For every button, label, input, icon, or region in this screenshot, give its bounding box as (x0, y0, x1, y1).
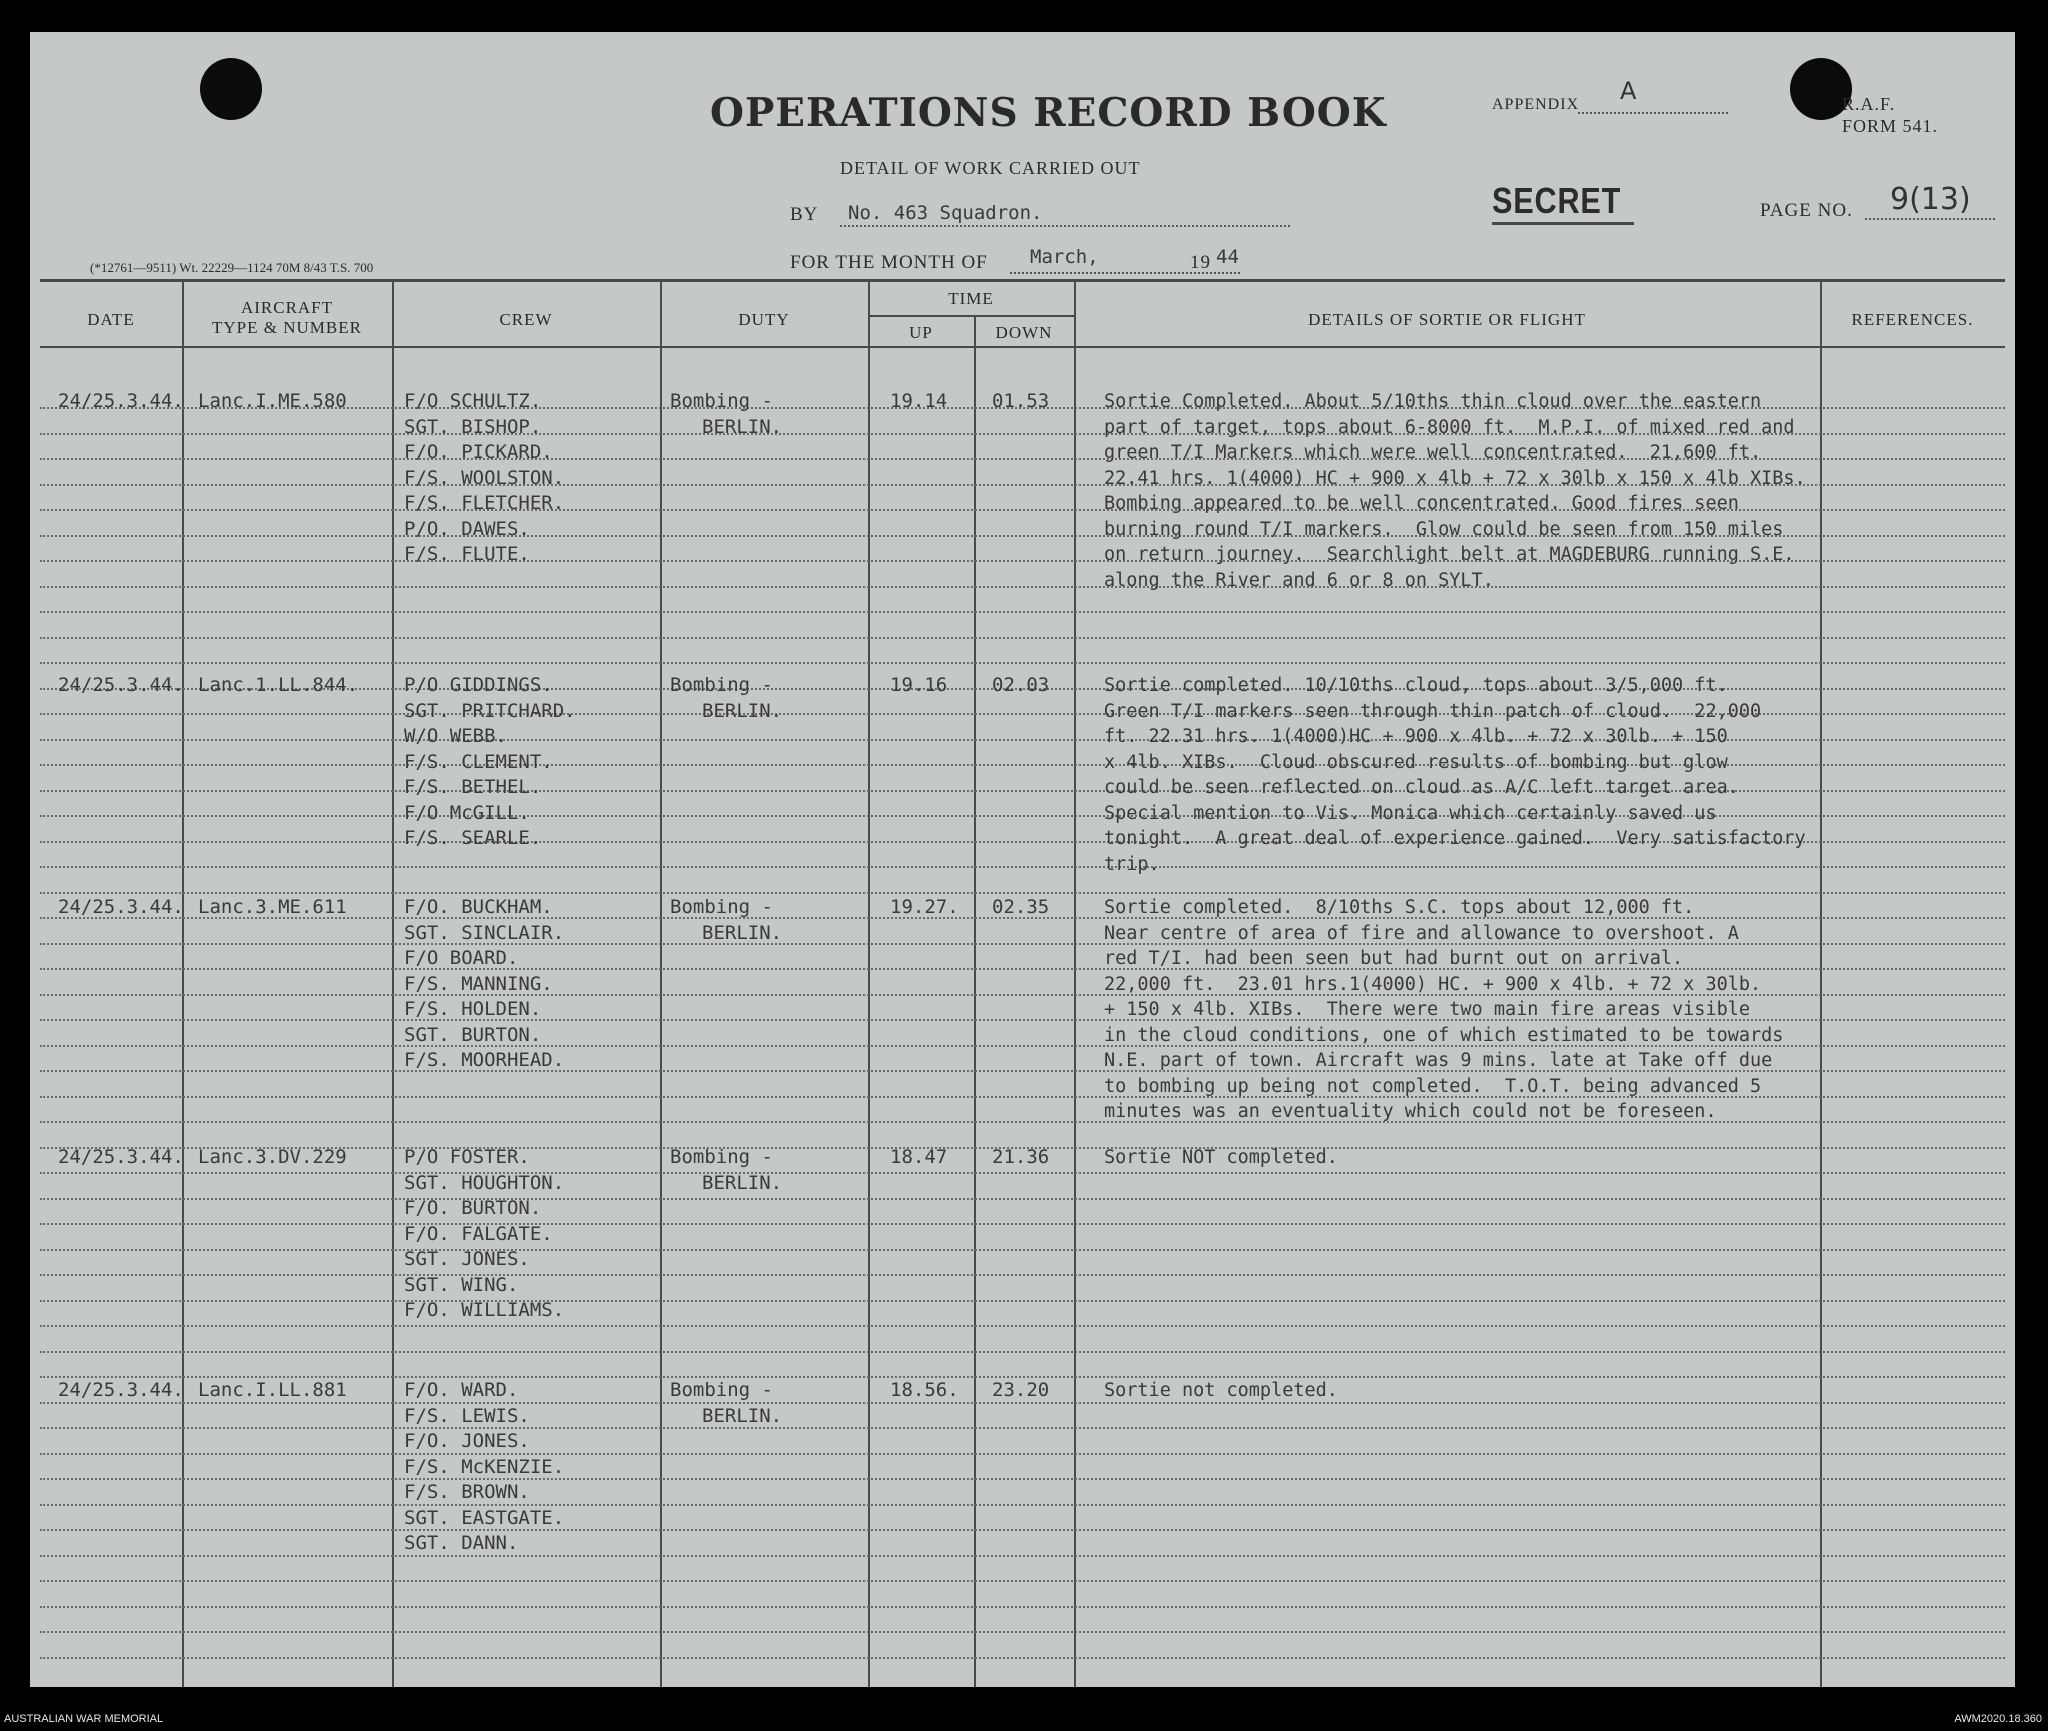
sortie-detail-line: 22.41 hrs. 1(4000) HC + 900 x 4lb + 72 x 30lb x 150 x 4lb XIBs. (1104, 467, 1806, 489)
entry-aircraft: Lanc.I.ME.580 (198, 390, 347, 412)
crew-member: F/S. MOORHEAD. (404, 1049, 565, 1071)
ruled-line (40, 1504, 2005, 1506)
ruled-line (40, 1453, 2005, 1455)
record-sheet (30, 32, 2015, 1687)
page-number-line (1865, 218, 1995, 220)
entry-aircraft: Lanc.1.LL.844. (198, 674, 359, 696)
year-value: 44 (1216, 246, 1239, 268)
appendix-label: APPENDIX (1492, 96, 1580, 113)
sortie-detail-line: part of target, tops about 6-8000 ft. M.P.I. of mixed red and (1104, 416, 1795, 438)
sortie-detail-line: on return journey. Searchlight belt at MAGDEBURG running S.E. (1104, 544, 1795, 565)
crew-member: F/O BOARD. (404, 947, 519, 969)
crew-member: P/O. DAWES. (404, 517, 530, 540)
column-header-down: DOWN (995, 323, 1053, 342)
entry-date: 24/25.3.44. (58, 674, 184, 696)
crew-member: SGT. BURTON. (404, 1023, 542, 1046)
entry-aircraft: Lanc.3.ME.611 (198, 896, 347, 918)
crew-member: F/O. WILLIAMS. (404, 1299, 565, 1321)
crew-member: F/S. HOLDEN. (404, 998, 542, 1020)
ruled-line (40, 1631, 2005, 1633)
sortie-detail-line: in the cloud conditions, one of which estimated to be towards (1104, 1024, 1784, 1046)
time-up: 19.16 (890, 674, 948, 696)
sortie-detail-line: N.E. part of town. Aircraft was 9 mins. late at Take off due (1104, 1050, 1773, 1071)
sortie-detail-line: trip. (1104, 853, 1160, 875)
ruled-line (40, 1249, 2005, 1251)
entry-aircraft: Lanc.3.DV.229 (198, 1146, 347, 1168)
month-label: FOR THE MONTH OF (790, 252, 988, 273)
time-down: 23.20 (992, 1379, 1050, 1401)
crew-member: F/O. WARD. (404, 1379, 519, 1401)
sortie-detail-line: Sortie completed. 10/10ths cloud, tops about 3/5,000 ft. (1104, 675, 1728, 696)
ruled-line (40, 1172, 2005, 1174)
column-header-crew: CREW (499, 310, 553, 329)
column-divider (1820, 279, 1822, 1687)
page-subtitle: DETAIL OF WORK CARRIED OUT (840, 158, 1141, 178)
sortie-detail-line: green T/I Markers which were well concentrated. 21,600 ft. (1104, 442, 1762, 463)
column-header-up: UP (909, 323, 933, 342)
crew-member: P/O FOSTER. (404, 1146, 530, 1168)
sortie-detail-line: Green T/I markers seen through thin patch of cloud. 22,000 (1104, 700, 1762, 722)
entry-duty: Bombing - (670, 674, 773, 696)
entry-duty: BERLIN. (702, 415, 783, 438)
entry-duty: BERLIN. (702, 1404, 783, 1427)
sortie-detail-line: Sortie NOT completed. (1104, 1147, 1338, 1168)
crew-member: SGT. SINCLAIR. (404, 921, 565, 944)
page-number-value: 9(13) (1890, 182, 1971, 217)
crew-member: P/O GIDDINGS. (404, 674, 553, 696)
ruled-line (40, 1580, 2005, 1582)
time-up: 19.27. (890, 896, 959, 918)
ruled-line (40, 1555, 2005, 1557)
time-up: 18.47 (890, 1146, 948, 1168)
ruled-line (40, 1351, 2005, 1353)
sortie-detail-line: burning round T/I markers. Glow could be seen from 150 miles (1104, 518, 1784, 540)
ruled-line (40, 1198, 2005, 1200)
crew-member: SGT. EASTGATE. (404, 1506, 565, 1529)
column-header-details: DETAILS OF SORTIE OR FLIGHT (1308, 310, 1586, 329)
form-label-number: FORM 541. (1842, 116, 1939, 136)
ruled-line (40, 968, 2005, 970)
sortie-detail-line: Special mention to Vis. Monica which certainly saved us (1104, 802, 1717, 824)
entry-duty: Bombing - (670, 390, 773, 412)
sortie-detail-line: along the River and 6 or 8 on SYLT. (1104, 569, 1494, 591)
ruled-line (40, 637, 2005, 639)
crew-member: F/S. CLEMENT. (404, 750, 553, 773)
crew-member: F/S. FLUTE. (404, 543, 530, 565)
sortie-detail-line: minutes was an eventuality which could not be foreseen. (1104, 1101, 1717, 1122)
ruled-line (40, 1657, 2005, 1659)
secret-underline (1492, 222, 1634, 225)
column-header-date: DATE (87, 310, 135, 329)
by-label: BY (790, 204, 819, 225)
table-header-border (40, 346, 2005, 348)
column-divider (1074, 279, 1076, 1687)
crew-member: F/S. McKENZIE. (404, 1455, 565, 1478)
crew-member: SGT. WING. (404, 1273, 519, 1296)
entry-duty: BERLIN. (702, 1171, 783, 1194)
form-label-raf: R.A.F. (1842, 94, 1896, 114)
sortie-detail-line: ft. 22.31 hrs. 1(4000)HC + 900 x 4lb. + 72 x 30lb. + 150 (1104, 726, 1728, 747)
ruled-line (40, 1478, 2005, 1480)
column-divider (868, 279, 870, 1687)
crew-member: F/O. FALGATE. (404, 1222, 553, 1245)
time-up: 18.56. (890, 1379, 959, 1401)
column-header-duty: DUTY (738, 310, 790, 329)
crew-member: F/O McGILL. (404, 801, 530, 824)
crew-member: W/O WEBB. (404, 725, 507, 747)
ruled-line (40, 586, 2005, 588)
ruled-line (40, 1223, 2005, 1225)
sortie-detail-line: + 150 x 4lb. XIBs. There were two main fire areas visible (1104, 999, 1751, 1020)
column-header-aircraft-type: TYPE & NUMBER (212, 318, 362, 337)
time-down: 02.35 (992, 896, 1050, 918)
ruled-line (40, 1300, 2005, 1302)
sortie-detail-line: to bombing up being not completed. T.O.T. being advanced 5 (1104, 1075, 1762, 1097)
entry-date: 24/25.3.44. (58, 1146, 184, 1168)
crew-member: SGT. HOUGHTON. (404, 1171, 565, 1194)
page-title: OPERATIONS RECORD BOOK (710, 90, 1387, 136)
time-split-line (868, 315, 1074, 317)
entry-date: 24/25.3.44. (58, 896, 184, 918)
column-divider (392, 279, 394, 1687)
sortie-detail-line: Near centre of area of fire and allowance to overshoot. A (1104, 922, 1739, 944)
ruled-line (40, 1606, 2005, 1608)
year-prefix: 19 (1190, 252, 1211, 273)
column-divider (974, 315, 976, 1687)
crew-member: F/S. BROWN. (404, 1481, 530, 1503)
footer-reference: AWM2020.18.360 (1954, 1713, 2042, 1725)
month-value: March, (1030, 246, 1099, 268)
footer-credit: AUSTRALIAN WAR MEMORIAL (4, 1713, 164, 1725)
time-down: 21.36 (992, 1146, 1050, 1168)
appendix-line (1578, 112, 1728, 114)
print-code: (*12761—9511) Wt. 22229—1124 70M 8/43 T.S. 700 (90, 260, 374, 275)
ruled-line (40, 866, 2005, 868)
sortie-detail-line: could be seen reflected on cloud as A/C left target area. (1104, 777, 1739, 798)
sortie-detail-line: Bombing appeared to be well concentrated. Good fires seen (1104, 493, 1739, 514)
ruled-line (40, 1274, 2005, 1276)
ruled-line (40, 1325, 2005, 1327)
column-header-aircraft: AIRCRAFT (240, 298, 334, 317)
crew-member: F/S. BETHEL. (404, 776, 542, 798)
sortie-detail-line: Sortie Completed. About 5/10ths thin cloud over the eastern (1104, 391, 1762, 412)
squadron-value: No. 463 Squadron. (848, 202, 1043, 224)
crew-member: F/S. FLETCHER. (404, 492, 565, 514)
sortie-detail-line: Sortie not completed. (1104, 1380, 1338, 1401)
crew-member: SGT. BISHOP. (404, 415, 542, 438)
crew-member: F/O. BURTON. (404, 1197, 542, 1219)
page-number-label: PAGE NO. (1760, 200, 1853, 221)
binder-hole-left (200, 58, 262, 120)
time-up: 19.14 (890, 390, 948, 412)
sortie-detail-line: Sortie completed. 8/10ths S.C. tops about 12,000 ft. (1104, 897, 1695, 918)
sortie-detail-line: x 4lb. XIBs. Cloud obscured results of bombing but glow (1104, 751, 1728, 773)
entry-duty: Bombing - (670, 896, 773, 918)
sortie-detail-line: 22,000 ft. 23.01 hrs.1(4000) HC. + 900 x 4lb. + 72 x 30lb. (1104, 973, 1762, 995)
ruled-line (40, 892, 2005, 894)
ruled-line (40, 1529, 2005, 1531)
entry-duty: BERLIN. (702, 699, 783, 722)
ruled-line (40, 662, 2005, 664)
crew-member: F/S. MANNING. (404, 972, 553, 995)
time-down: 01.53 (992, 390, 1050, 412)
entry-aircraft: Lanc.I.LL.881 (198, 1379, 347, 1401)
by-line (840, 225, 1290, 227)
crew-member: F/O. JONES. (404, 1430, 530, 1452)
ruled-line (40, 1427, 2005, 1429)
crew-member: SGT. JONES. (404, 1248, 530, 1270)
time-down: 02.03 (992, 674, 1050, 696)
sortie-detail-line: tonight. A great deal of experience gained. Very satisfactory (1104, 828, 1806, 849)
appendix-value: A (1620, 77, 1637, 105)
column-header-references: REFERENCES. (1851, 310, 1974, 329)
crew-member: SGT. PRITCHARD. (404, 699, 576, 722)
entry-date: 24/25.3.44. (58, 390, 184, 412)
crew-member: F/O. PICKARD. (404, 441, 553, 463)
column-divider (182, 279, 184, 1687)
column-header-time: TIME (948, 289, 994, 308)
table-top-border (40, 279, 2005, 282)
entry-date: 24/25.3.44. (58, 1379, 184, 1401)
crew-member: SGT. DANN. (404, 1532, 519, 1554)
crew-member: F/O. BUCKHAM. (404, 896, 553, 918)
crew-member: F/S. LEWIS. (404, 1404, 530, 1427)
secret-stamp: SECRET (1492, 180, 1622, 221)
entry-duty: Bombing - (670, 1146, 773, 1168)
column-divider (660, 279, 662, 1687)
entry-duty: BERLIN. (702, 921, 783, 944)
ruled-line (40, 611, 2005, 613)
entry-duty: Bombing - (670, 1379, 773, 1401)
crew-member: F/S. WOOLSTON. (404, 466, 565, 489)
crew-member: F/O SCHULTZ. (404, 390, 542, 412)
crew-member: F/S. SEARLE. (404, 827, 542, 849)
sortie-detail-line: red T/I. had been seen but had burnt out on arrival. (1104, 948, 1684, 969)
